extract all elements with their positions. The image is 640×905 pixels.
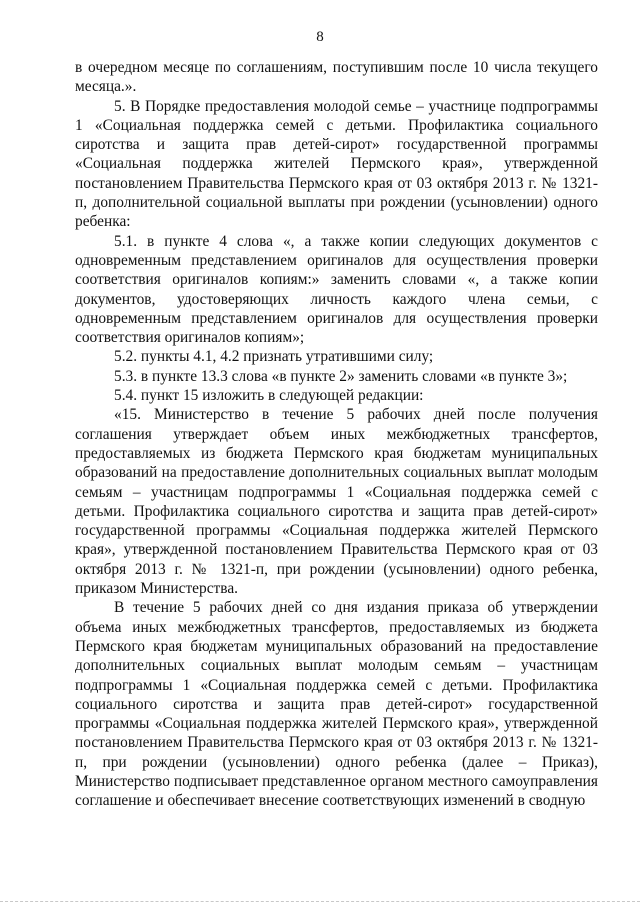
scan-bottom-edge bbox=[0, 901, 640, 905]
paragraph-item-5-3: 5.3. в пункте 13.3 слова «в пункте 2» заменить словами «в пункте 3»; bbox=[114, 367, 568, 385]
paragraph-quoted-item-15: «15. Министерство в течение 5 рабочих дней после получения соглашения утверждает объем иных межбюджетных трансфертов, предоставляемых из бюджета Пермского края бюджетам муниципальных образований на предоставление дополнительных социальных выплат молодым семьям – участницам подпрограммы 1 «Социальная поддержка семей с детьми. Профилактика социального сиротства и защита прав детей-сирот» государственной программы «Социальная поддержка жителей Пермского края», утвержденной постановлением Правительства Пермского края от 03 октября 2013 г. № 1321-п, при рождении (усыновлении) одного ребенка, приказом Министерства. bbox=[75, 406, 598, 598]
paragraph-item-5-1: 5.1. в пункте 4 слова «, а также копии следующих документов с одновременным представлением оригиналов для осуществления проверки соответствия оригиналов копиям:» заменить словами «, а также копии документов, удостоверяющих личность каждого члена семьи, с одновременным представлением оригиналов для осуществления проверки соответствия оригиналов копиям»; bbox=[75, 232, 598, 347]
page-number: 8 bbox=[316, 29, 324, 45]
document-body bbox=[75, 58, 598, 811]
paragraph-signing-procedure: В течение 5 рабочих дней со дня издания приказа об утверждении объема иных межбюджетных трансфертов, предоставляемых из бюджета Пермского края бюджетам муниципальных образований на предоставление дополнительных социальных выплат молодым семьям – участницам подпрограммы 1 «Социальная поддержка семей с детьми. Профилактика социального сиротства и защита прав детей-сирот» государственной программы «Социальная поддержка жителей Пермского края», утвержденной постановлением Правительства Пермского края от 03 октября 2013 г. № 1321-п, при рождении (усыновлении) одного ребенка (далее – Приказ), Министерство подписывает представленное органом местного самоуправления соглашение и обеспечивает внесение соответствующих изменений в сводную bbox=[75, 599, 598, 810]
paragraph-item-5: 5. В Порядке предоставления молодой семье – участнице подпрограммы 1 «Социальная поддержка семей с детьми. Профилактика социального сиротства и защита прав детей-сирот» государственной программы «Социальная поддержка жителей Пермского края», утвержденной постановлением Правительства Пермского края от 03 октября 2013 г. № 1321-п, дополнительной социальной выплаты при рождении (усыновлении) одного ребенка: bbox=[75, 97, 598, 231]
paragraph-continuation: в очередном месяце по соглашениям, поступившим после 10 числа текущего месяца.». bbox=[75, 59, 598, 96]
paragraph-item-5-2: 5.2. пункты 4.1, 4.2 признать утратившими силу; bbox=[114, 348, 434, 366]
paragraph-item-5-4: 5.4. пункт 15 изложить в следующей редакции: bbox=[114, 387, 424, 405]
